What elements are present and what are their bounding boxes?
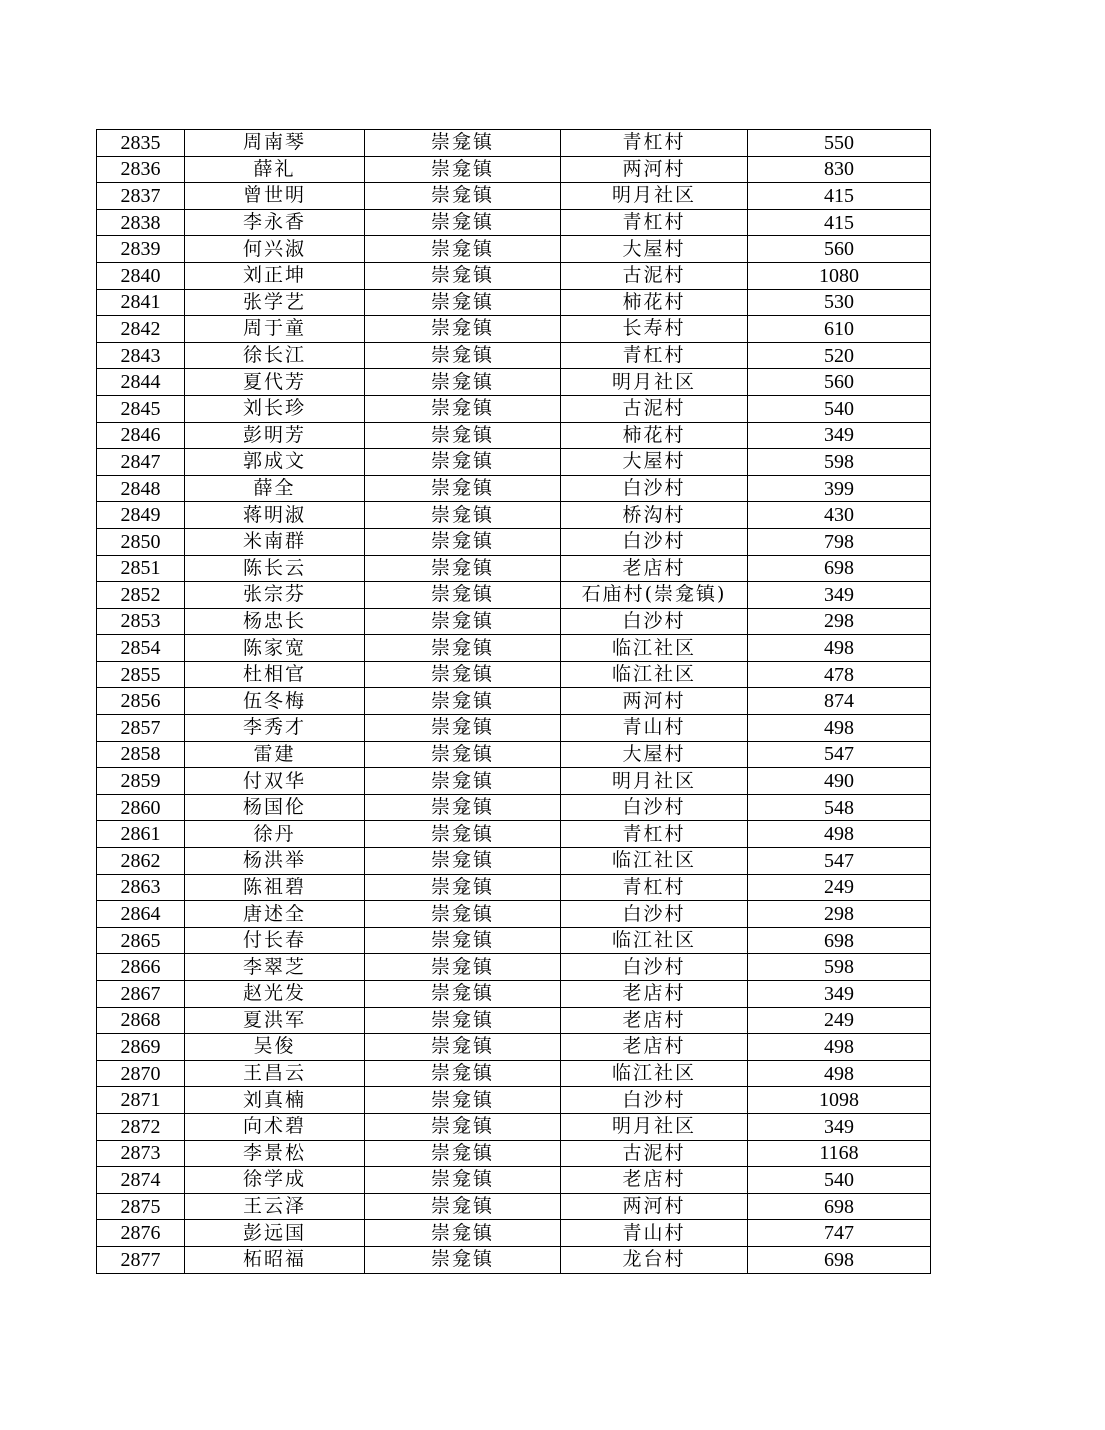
row-number-cell: 2873 [97,1140,185,1167]
name-cell: 付双华 [185,768,365,795]
village-cell: 青杠村 [561,209,748,236]
town-cell: 崇龛镇 [365,874,561,901]
town-cell: 崇龛镇 [365,316,561,343]
row-number-cell: 2855 [97,661,185,688]
name-cell: 周于童 [185,316,365,343]
village-cell: 石庙村(崇龛镇) [561,582,748,609]
table-row [97,528,931,555]
name-cell: 向术碧 [185,1113,365,1140]
village-cell: 古泥村 [561,395,748,422]
table-row [97,715,931,742]
amount-cell: 548 [748,794,931,821]
village-cell: 两河村 [561,156,748,183]
village-cell: 青山村 [561,715,748,742]
table-row [97,183,931,210]
name-cell: 柘昭福 [185,1246,365,1273]
amount-cell: 298 [748,901,931,928]
village-cell: 龙台村 [561,1246,748,1273]
row-number-cell: 2835 [97,130,185,157]
village-cell: 明月社区 [561,1113,748,1140]
table-row [97,794,931,821]
table-row [97,1193,931,1220]
village-cell: 古泥村 [561,262,748,289]
amount-cell: 498 [748,1060,931,1087]
amount-cell: 550 [748,130,931,157]
town-cell: 崇龛镇 [365,688,561,715]
town-cell: 崇龛镇 [365,821,561,848]
town-cell: 崇龛镇 [365,715,561,742]
name-cell: 张学艺 [185,289,365,316]
name-cell: 彭远国 [185,1220,365,1247]
town-cell: 崇龛镇 [365,768,561,795]
amount-cell: 430 [748,502,931,529]
name-cell: 杨国伦 [185,794,365,821]
table-row [97,768,931,795]
row-number-cell: 2847 [97,449,185,476]
town-cell: 崇龛镇 [365,635,561,662]
town-cell: 崇龛镇 [365,475,561,502]
row-number-cell: 2865 [97,927,185,954]
table-row [97,475,931,502]
amount-cell: 698 [748,1193,931,1220]
village-cell: 青山村 [561,1220,748,1247]
amount-cell: 415 [748,183,931,210]
town-cell: 崇龛镇 [365,1113,561,1140]
table-body [97,130,931,1274]
amount-cell: 1080 [748,262,931,289]
table-row [97,1007,931,1034]
town-cell: 崇龛镇 [365,582,561,609]
town-cell: 崇龛镇 [365,741,561,768]
name-cell: 杜相官 [185,661,365,688]
amount-cell: 520 [748,342,931,369]
town-cell: 崇龛镇 [365,1034,561,1061]
table-row [97,449,931,476]
table-row [97,661,931,688]
village-cell: 老店村 [561,555,748,582]
village-cell: 两河村 [561,688,748,715]
village-cell: 老店村 [561,1167,748,1194]
table-row [97,688,931,715]
table-row [97,502,931,529]
row-number-cell: 2850 [97,528,185,555]
table-row [97,1113,931,1140]
table-row [97,1246,931,1273]
village-cell: 老店村 [561,981,748,1008]
amount-cell: 415 [748,209,931,236]
town-cell: 崇龛镇 [365,289,561,316]
table-row [97,981,931,1008]
row-number-cell: 2848 [97,475,185,502]
name-cell: 杨洪举 [185,848,365,875]
row-number-cell: 2854 [97,635,185,662]
table-row [97,1034,931,1061]
row-number-cell: 2869 [97,1034,185,1061]
village-cell: 白沙村 [561,954,748,981]
village-cell: 临江社区 [561,1060,748,1087]
town-cell: 崇龛镇 [365,209,561,236]
name-cell: 雷建 [185,741,365,768]
town-cell: 崇龛镇 [365,794,561,821]
row-number-cell: 2851 [97,555,185,582]
name-cell: 伍冬梅 [185,688,365,715]
amount-cell: 349 [748,582,931,609]
table-row [97,927,931,954]
village-cell: 大屋村 [561,236,748,263]
name-cell: 王云泽 [185,1193,365,1220]
name-cell: 张宗芬 [185,582,365,609]
amount-cell: 698 [748,927,931,954]
town-cell: 崇龛镇 [365,395,561,422]
row-number-cell: 2849 [97,502,185,529]
row-number-cell: 2853 [97,608,185,635]
name-cell: 徐长江 [185,342,365,369]
name-cell: 薛礼 [185,156,365,183]
village-cell: 青杠村 [561,874,748,901]
town-cell: 崇龛镇 [365,422,561,449]
table-row [97,262,931,289]
amount-cell: 830 [748,156,931,183]
table-row [97,582,931,609]
table-row [97,741,931,768]
name-cell: 王昌云 [185,1060,365,1087]
row-number-cell: 2841 [97,289,185,316]
name-cell: 刘真楠 [185,1087,365,1114]
data-table [96,129,931,1274]
table-row [97,316,931,343]
name-cell: 唐述全 [185,901,365,928]
row-number-cell: 2845 [97,395,185,422]
village-cell: 白沙村 [561,901,748,928]
table-row [97,395,931,422]
table-row [97,156,931,183]
village-cell: 大屋村 [561,741,748,768]
village-cell: 青杠村 [561,342,748,369]
amount-cell: 498 [748,821,931,848]
row-number-cell: 2846 [97,422,185,449]
amount-cell: 498 [748,715,931,742]
amount-cell: 560 [748,369,931,396]
name-cell: 杨忠长 [185,608,365,635]
town-cell: 崇龛镇 [365,528,561,555]
village-cell: 桥沟村 [561,502,748,529]
row-number-cell: 2839 [97,236,185,263]
table-row [97,209,931,236]
amount-cell: 249 [748,1007,931,1034]
table-row [97,1140,931,1167]
amount-cell: 1098 [748,1087,931,1114]
town-cell: 崇龛镇 [365,156,561,183]
row-number-cell: 2876 [97,1220,185,1247]
name-cell: 彭明芳 [185,422,365,449]
row-number-cell: 2859 [97,768,185,795]
amount-cell: 490 [748,768,931,795]
village-cell: 两河村 [561,1193,748,1220]
amount-cell: 349 [748,422,931,449]
amount-cell: 540 [748,395,931,422]
town-cell: 崇龛镇 [365,927,561,954]
name-cell: 赵光发 [185,981,365,1008]
row-number-cell: 2875 [97,1193,185,1220]
table-row [97,608,931,635]
village-cell: 老店村 [561,1034,748,1061]
row-number-cell: 2863 [97,874,185,901]
table-row [97,635,931,662]
town-cell: 崇龛镇 [365,1140,561,1167]
town-cell: 崇龛镇 [365,608,561,635]
table-row [97,1087,931,1114]
row-number-cell: 2874 [97,1167,185,1194]
table-row [97,1060,931,1087]
table-row [97,236,931,263]
table-row [97,422,931,449]
name-cell: 郭成文 [185,449,365,476]
amount-cell: 698 [748,1246,931,1273]
name-cell: 何兴淑 [185,236,365,263]
village-cell: 柿花村 [561,289,748,316]
table-row [97,821,931,848]
town-cell: 崇龛镇 [365,1220,561,1247]
name-cell: 徐学成 [185,1167,365,1194]
row-number-cell: 2862 [97,848,185,875]
table-row [97,289,931,316]
row-number-cell: 2842 [97,316,185,343]
village-cell: 明月社区 [561,183,748,210]
town-cell: 崇龛镇 [365,342,561,369]
name-cell: 李翠芝 [185,954,365,981]
town-cell: 崇龛镇 [365,1193,561,1220]
amount-cell: 478 [748,661,931,688]
row-number-cell: 2836 [97,156,185,183]
row-number-cell: 2860 [97,794,185,821]
table-row [97,369,931,396]
amount-cell: 874 [748,688,931,715]
amount-cell: 610 [748,316,931,343]
town-cell: 崇龛镇 [365,1060,561,1087]
name-cell: 夏洪军 [185,1007,365,1034]
amount-cell: 498 [748,635,931,662]
name-cell: 付长春 [185,927,365,954]
name-cell: 刘长珍 [185,395,365,422]
town-cell: 崇龛镇 [365,661,561,688]
name-cell: 陈家宽 [185,635,365,662]
town-cell: 崇龛镇 [365,1007,561,1034]
village-cell: 古泥村 [561,1140,748,1167]
village-cell: 白沙村 [561,794,748,821]
table-row [97,342,931,369]
amount-cell: 540 [748,1167,931,1194]
village-cell: 长寿村 [561,316,748,343]
name-cell: 李景松 [185,1140,365,1167]
town-cell: 崇龛镇 [365,954,561,981]
village-cell: 青杠村 [561,130,748,157]
town-cell: 崇龛镇 [365,555,561,582]
town-cell: 崇龛镇 [365,449,561,476]
row-number-cell: 2870 [97,1060,185,1087]
name-cell: 曾世明 [185,183,365,210]
amount-cell: 298 [748,608,931,635]
name-cell: 米南群 [185,528,365,555]
amount-cell: 547 [748,848,931,875]
table-row [97,874,931,901]
name-cell: 薛全 [185,475,365,502]
amount-cell: 399 [748,475,931,502]
table-row [97,555,931,582]
row-number-cell: 2857 [97,715,185,742]
amount-cell: 349 [748,981,931,1008]
name-cell: 吴俊 [185,1034,365,1061]
row-number-cell: 2866 [97,954,185,981]
row-number-cell: 2877 [97,1246,185,1273]
town-cell: 崇龛镇 [365,236,561,263]
row-number-cell: 2856 [97,688,185,715]
name-cell: 李秀才 [185,715,365,742]
village-cell: 临江社区 [561,635,748,662]
village-cell: 明月社区 [561,369,748,396]
row-number-cell: 2867 [97,981,185,1008]
town-cell: 崇龛镇 [365,130,561,157]
amount-cell: 698 [748,555,931,582]
row-number-cell: 2868 [97,1007,185,1034]
village-cell: 老店村 [561,1007,748,1034]
amount-cell: 560 [748,236,931,263]
amount-cell: 598 [748,954,931,981]
table-row [97,901,931,928]
village-cell: 白沙村 [561,475,748,502]
name-cell: 周南琴 [185,130,365,157]
amount-cell: 598 [748,449,931,476]
amount-cell: 547 [748,741,931,768]
village-cell: 大屋村 [561,449,748,476]
amount-cell: 349 [748,1113,931,1140]
row-number-cell: 2840 [97,262,185,289]
town-cell: 崇龛镇 [365,981,561,1008]
town-cell: 崇龛镇 [365,848,561,875]
village-cell: 柿花村 [561,422,748,449]
village-cell: 临江社区 [561,661,748,688]
amount-cell: 798 [748,528,931,555]
town-cell: 崇龛镇 [365,901,561,928]
amount-cell: 249 [748,874,931,901]
name-cell: 刘正坤 [185,262,365,289]
name-cell: 陈长云 [185,555,365,582]
town-cell: 崇龛镇 [365,369,561,396]
row-number-cell: 2871 [97,1087,185,1114]
amount-cell: 747 [748,1220,931,1247]
amount-cell: 1168 [748,1140,931,1167]
town-cell: 崇龛镇 [365,502,561,529]
village-cell: 明月社区 [561,768,748,795]
table-row [97,130,931,157]
row-number-cell: 2844 [97,369,185,396]
row-number-cell: 2872 [97,1113,185,1140]
town-cell: 崇龛镇 [365,1087,561,1114]
name-cell: 陈祖碧 [185,874,365,901]
table-row [97,848,931,875]
row-number-cell: 2838 [97,209,185,236]
row-number-cell: 2861 [97,821,185,848]
name-cell: 徐丹 [185,821,365,848]
table-row [97,1220,931,1247]
town-cell: 崇龛镇 [365,1246,561,1273]
village-cell: 临江社区 [561,848,748,875]
village-cell: 临江社区 [561,927,748,954]
town-cell: 崇龛镇 [365,183,561,210]
town-cell: 崇龛镇 [365,262,561,289]
row-number-cell: 2852 [97,582,185,609]
name-cell: 蒋明淑 [185,502,365,529]
row-number-cell: 2843 [97,342,185,369]
table-row [97,1167,931,1194]
amount-cell: 498 [748,1034,931,1061]
town-cell: 崇龛镇 [365,1167,561,1194]
village-cell: 白沙村 [561,528,748,555]
village-cell: 青杠村 [561,821,748,848]
name-cell: 李永香 [185,209,365,236]
amount-cell: 530 [748,289,931,316]
table-row [97,954,931,981]
name-cell: 夏代芳 [185,369,365,396]
village-cell: 白沙村 [561,1087,748,1114]
row-number-cell: 2837 [97,183,185,210]
row-number-cell: 2858 [97,741,185,768]
row-number-cell: 2864 [97,901,185,928]
village-cell: 白沙村 [561,608,748,635]
